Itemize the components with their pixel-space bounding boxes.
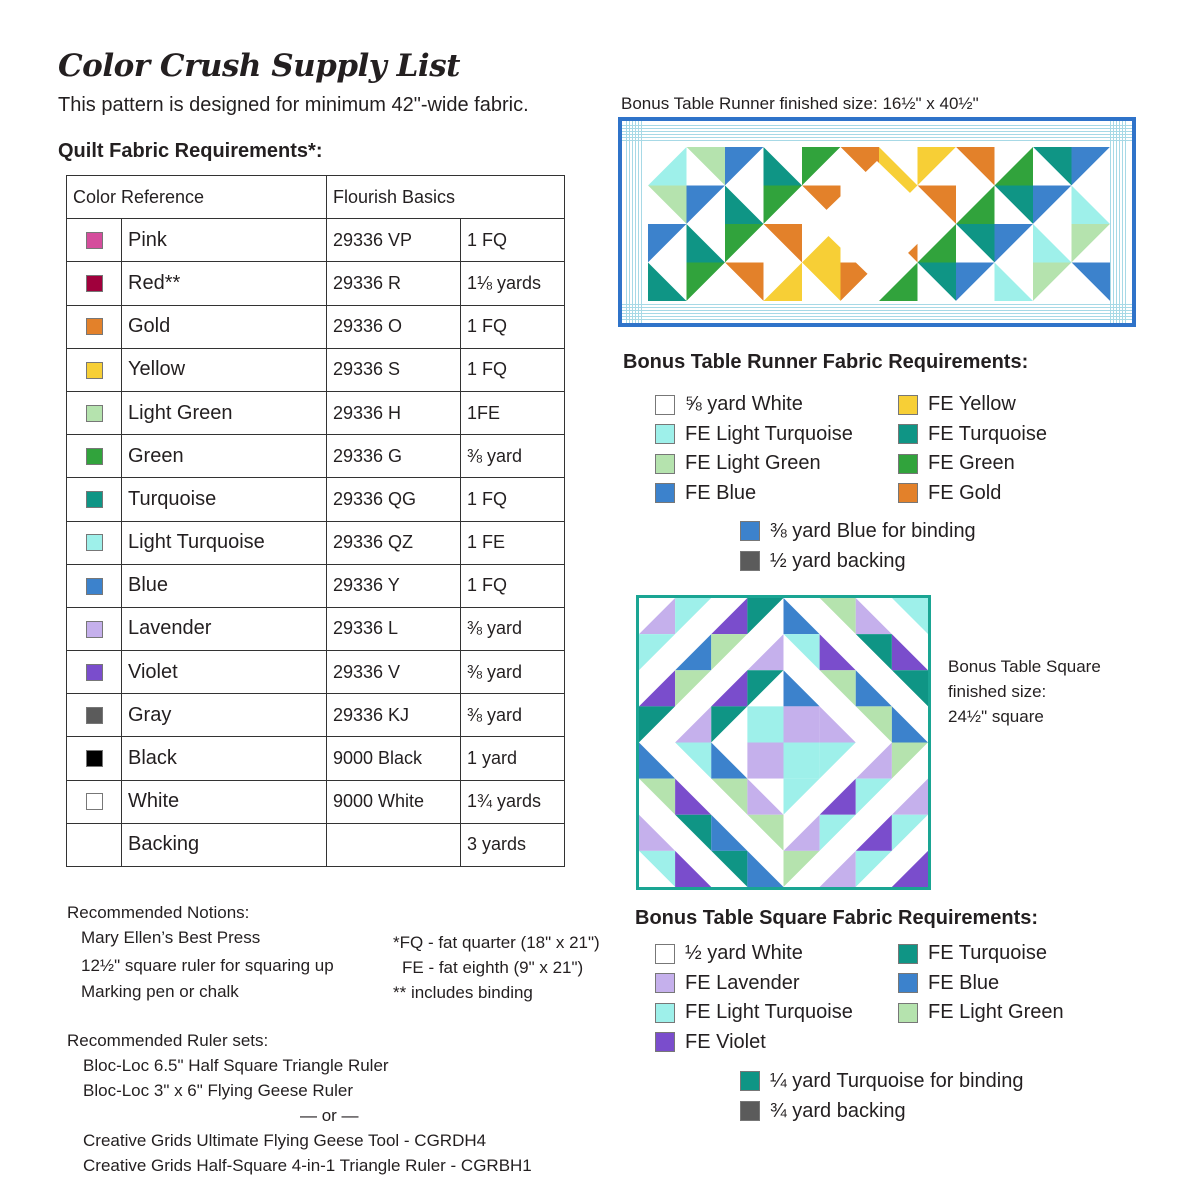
ruler-or-divider: — or — [300, 1106, 359, 1125]
color-swatch [655, 973, 675, 993]
fabric-code: 29336 R [327, 262, 461, 305]
fabric-requirement-item [898, 969, 1064, 999]
swatch-cell [67, 694, 122, 737]
quilt-patch [747, 743, 783, 779]
fabric-code: 29336 KJ [327, 694, 461, 737]
fabric-code: 29336 O [327, 305, 461, 348]
fabric-requirement-item [898, 479, 1047, 509]
table-row [67, 694, 565, 737]
fabric-requirement-label: FE Light Turquoise [685, 1001, 853, 1024]
color-swatch [740, 1101, 760, 1121]
fabric-requirement-label: FE Light Green [928, 1001, 1064, 1024]
fabric-requirement-item [740, 1066, 1024, 1096]
square-extras-list [740, 1066, 1024, 1126]
color-swatch [86, 707, 103, 724]
table-row [67, 348, 565, 391]
fabric-requirement-label: FE Turquoise [928, 422, 1047, 445]
swatch-cell [67, 348, 122, 391]
color-name: Lavender [122, 607, 327, 650]
swatch-cell [67, 607, 122, 650]
square-caption-line: Bonus Table Square [948, 657, 1101, 676]
notion-item: Mary Ellen’s Best Press [81, 928, 261, 947]
quilt-patch [622, 313, 1132, 314]
quilt-patch [622, 125, 1132, 126]
fabric-requirement-label: ¾ yard backing [770, 1099, 906, 1122]
fabric-quantity: ⅜ yard [461, 435, 565, 478]
fabric-quantity: 1 FE [461, 521, 565, 564]
color-swatch [898, 973, 918, 993]
color-swatch [86, 578, 103, 595]
swatch-cell [67, 651, 122, 694]
color-swatch [655, 454, 675, 474]
header-flourish-basics: Flourish Basics [327, 176, 565, 219]
ruler-item: Creative Grids Ultimate Flying Geese Tool - CGRDH4 [83, 1131, 487, 1150]
fabric-code: 29336 H [327, 391, 461, 434]
table-row [67, 219, 565, 262]
table-row [67, 651, 565, 694]
square-fabric-list-right [898, 939, 1064, 1028]
color-swatch [86, 448, 103, 465]
fabric-requirement-label: ⅜ yard Blue for binding [770, 519, 976, 542]
header-color-reference: Color Reference [67, 176, 327, 219]
color-swatch [86, 621, 103, 638]
fabric-requirement-label: FE Green [928, 452, 1015, 475]
color-swatch [740, 1071, 760, 1091]
quilt-patch [622, 316, 1132, 317]
table-row [67, 391, 565, 434]
color-name: Blue [122, 564, 327, 607]
fabric-code: 9000 White [327, 780, 461, 823]
fabric-requirement-item [655, 420, 853, 450]
color-swatch [86, 405, 103, 422]
fabric-requirement-item [655, 969, 853, 999]
color-swatch [86, 664, 103, 681]
quilt-patch [622, 137, 1132, 138]
color-swatch [655, 1032, 675, 1052]
square-fabric-list-left [655, 939, 853, 1057]
color-swatch [898, 395, 918, 415]
fabric-requirement-label: FE Yellow [928, 393, 1016, 416]
fabric-quantity: 1 FQ [461, 348, 565, 391]
footnote-fq: *FQ - fat quarter (18" x 21") [393, 933, 600, 952]
fabric-requirement-item [740, 516, 976, 546]
color-name: Gray [122, 694, 327, 737]
table-row [67, 305, 565, 348]
color-swatch [898, 483, 918, 503]
color-name: Light Turquoise [122, 521, 327, 564]
quilt-patch [622, 304, 1132, 305]
color-swatch [898, 424, 918, 444]
quilt-patch [622, 307, 1132, 308]
quilt-patch [622, 310, 1132, 311]
color-name: Black [122, 737, 327, 780]
fabric-code: 29336 L [327, 607, 461, 650]
table-square-image [636, 595, 931, 890]
table-row [67, 478, 565, 521]
color-name: Yellow [122, 348, 327, 391]
swatch-cell [67, 262, 122, 305]
square-requirements-heading: Bonus Table Square Fabric Requirements: [635, 907, 1039, 929]
fabric-requirement-item [655, 479, 853, 509]
color-swatch [86, 275, 103, 292]
color-swatch [86, 491, 103, 508]
table-row [67, 564, 565, 607]
fabric-requirement-label: FE Violet [685, 1030, 766, 1053]
runner-caption: Bonus Table Runner finished size: 16½" x 40½" [621, 94, 979, 113]
ruler-item: Bloc-Loc 3" x 6" Flying Geese Ruler [83, 1081, 354, 1100]
quilt-patch [632, 121, 633, 323]
fabric-requirement-item [740, 1096, 1024, 1126]
rulers-heading: Recommended Ruler sets: [67, 1031, 269, 1050]
fabric-requirement-item [898, 939, 1064, 969]
table-row [67, 780, 565, 823]
quilt-patch [622, 128, 1132, 129]
fabric-requirement-label: FE Blue [685, 481, 757, 504]
table-row [67, 262, 565, 305]
color-swatch [86, 534, 103, 551]
quilt-patch [747, 706, 783, 742]
quilt-patch [1116, 121, 1117, 323]
square-caption-line: 24½" square [948, 707, 1044, 726]
color-swatch [655, 424, 675, 444]
color-name: White [122, 780, 327, 823]
fabric-code: 29336 S [327, 348, 461, 391]
fabric-code: 9000 Black [327, 737, 461, 780]
fabric-quantity: 1 FQ [461, 478, 565, 521]
quilt-patch [622, 319, 1132, 320]
color-name: Light Green [122, 391, 327, 434]
fabric-quantity: 1FE [461, 391, 565, 434]
fabric-quantity: 1 FQ [461, 305, 565, 348]
fabric-requirement-item [740, 546, 976, 576]
quilt-fabric-table [66, 175, 565, 867]
fabric-requirement-label: FE Gold [928, 481, 1002, 504]
color-swatch [86, 318, 103, 335]
quilt-patch [641, 121, 642, 323]
table-row [67, 521, 565, 564]
notions-heading: Recommended Notions: [67, 903, 250, 922]
quilt-patch [622, 140, 1132, 141]
fabric-quantity: 1 FQ [461, 219, 565, 262]
fabric-code: 29336 V [327, 651, 461, 694]
fabric-code [327, 823, 461, 866]
fabric-quantity: 1¾ yards [461, 780, 565, 823]
swatch-cell [67, 391, 122, 434]
fabric-requirement-label: FE Lavender [685, 971, 800, 994]
fabric-requirement-item [655, 390, 853, 420]
quilt-patch [1113, 121, 1114, 323]
fabric-code: 29336 VP [327, 219, 461, 262]
table-row [67, 607, 565, 650]
page-title: Color Crush Supply List [58, 48, 460, 84]
table-runner-image [618, 117, 1136, 327]
swatch-cell [67, 478, 122, 521]
color-swatch [655, 483, 675, 503]
color-name: Turquoise [122, 478, 327, 521]
color-name: Backing [122, 823, 327, 866]
square-caption [948, 654, 1101, 729]
table-row [67, 737, 565, 780]
color-swatch [655, 1003, 675, 1023]
quilt-patch [635, 121, 636, 323]
quilt-patch [626, 121, 627, 323]
color-swatch [740, 551, 760, 571]
color-swatch [86, 362, 103, 379]
color-swatch [898, 1003, 918, 1023]
ruler-item: Bloc-Loc 6.5" Half Square Triangle Ruler [83, 1056, 389, 1075]
fabric-requirement-label: FE Light Turquoise [685, 422, 853, 445]
color-swatch [898, 944, 918, 964]
quilt-patch [622, 134, 1132, 135]
fabric-quantity: 1 yard [461, 737, 565, 780]
fabric-code: 29336 Y [327, 564, 461, 607]
table-row [67, 435, 565, 478]
fabric-requirement-item [655, 939, 853, 969]
fabric-requirement-item [655, 1028, 853, 1058]
color-swatch [86, 793, 103, 810]
color-swatch [740, 521, 760, 541]
swatch-cell [67, 823, 122, 866]
color-swatch [898, 454, 918, 474]
color-name: Green [122, 435, 327, 478]
fabric-code: 29336 G [327, 435, 461, 478]
fabric-requirement-label: ½ yard White [685, 942, 803, 965]
fabric-quantity: 1 FQ [461, 564, 565, 607]
color-name: Violet [122, 651, 327, 694]
swatch-cell [67, 219, 122, 262]
fabric-requirement-item [898, 449, 1047, 479]
fabric-requirement-item [898, 998, 1064, 1028]
fabric-requirement-item [655, 998, 853, 1028]
page-subtitle: This pattern is designed for minimum 42"-wide fabric. [58, 94, 529, 116]
fabric-quantity: 3 yards [461, 823, 565, 866]
fabric-requirement-label: ½ yard backing [770, 549, 906, 572]
quilt-patch [784, 706, 820, 742]
color-name: Gold [122, 305, 327, 348]
quilt-patch [629, 121, 630, 323]
fabric-requirement-label: FE Light Green [685, 452, 821, 475]
swatch-cell [67, 564, 122, 607]
fabric-quantity: 1⅛ yards [461, 262, 565, 305]
fabric-requirement-item [898, 390, 1047, 420]
swatch-cell [67, 521, 122, 564]
quilt-patch [784, 743, 820, 779]
square-caption-line: finished size: [948, 682, 1047, 701]
quilt-patch [1122, 121, 1123, 323]
color-swatch [655, 944, 675, 964]
notion-item: 12½" square ruler for squaring up [81, 956, 334, 975]
table-row [67, 823, 565, 866]
ruler-item: Creative Grids Half-Square 4-in-1 Triangle Ruler - CGRBH1 [83, 1156, 532, 1175]
fabric-code: 29336 QZ [327, 521, 461, 564]
notion-item: Marking pen or chalk [81, 982, 239, 1001]
quilt-patch [638, 121, 639, 323]
runner-extras-list [740, 516, 976, 576]
color-swatch [655, 395, 675, 415]
color-swatch [86, 232, 103, 249]
color-name: Pink [122, 219, 327, 262]
swatch-cell [67, 305, 122, 348]
quilt-patch [1110, 121, 1111, 323]
swatch-cell [67, 780, 122, 823]
quilt-patch [622, 131, 1132, 132]
fabric-code: 29336 QG [327, 478, 461, 521]
fabric-quantity: ⅜ yard [461, 694, 565, 737]
footnote-binding: ** includes binding [393, 983, 533, 1002]
runner-requirements-heading: Bonus Table Runner Fabric Requirements: [623, 351, 1029, 373]
table-header-row [67, 176, 565, 219]
runner-fabric-list-left [655, 390, 853, 508]
fabric-requirement-label: ⅝ yard White [685, 393, 803, 416]
fabric-requirement-item [655, 449, 853, 479]
fabric-requirement-label: FE Turquoise [928, 942, 1047, 965]
quilt-requirements-heading: Quilt Fabric Requirements*: [58, 140, 323, 162]
color-swatch [86, 750, 103, 767]
quilt-patch [1125, 121, 1126, 323]
swatch-cell [67, 435, 122, 478]
color-name: Red** [122, 262, 327, 305]
fabric-quantity: ⅜ yard [461, 651, 565, 694]
swatch-cell [67, 737, 122, 780]
fabric-quantity: ⅜ yard [461, 607, 565, 650]
footnote-fe: FE - fat eighth (9" x 21") [402, 958, 584, 977]
quilt-patch [1119, 121, 1120, 323]
runner-fabric-list-right [898, 390, 1047, 508]
fabric-requirement-label: ¼ yard Turquoise for binding [770, 1069, 1024, 1092]
fabric-requirement-item [898, 420, 1047, 450]
fabric-requirement-label: FE Blue [928, 971, 1000, 994]
